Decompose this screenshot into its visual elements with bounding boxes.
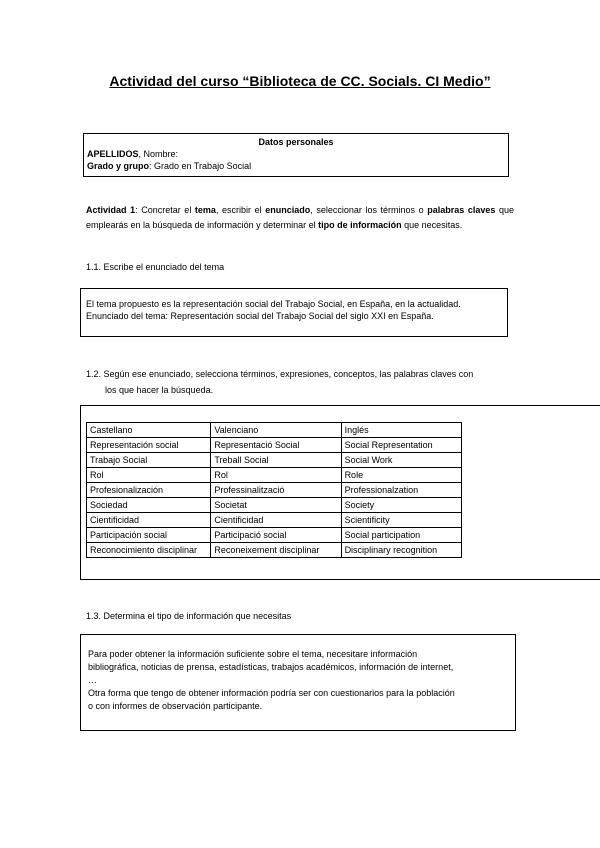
section-1-2-heading-line-1: 1.2. Según ese enunciado, selecciona términos, expresiones, conceptos, las palabras claves con [86,369,474,379]
statement-line-2: Enunciado del tema: Representación social del Trabajo Social del siglo XXI en España. [86,311,434,321]
table-cell: Rol [87,468,211,483]
table-cell: Sociedad [87,498,211,513]
table-cell: Role [341,468,461,483]
table-cell: Society [341,498,461,513]
surname-line [84,148,508,160]
table-cell: Profesionalización [87,483,211,498]
info-line-3: … [88,675,97,685]
table-cell: Cientificidad [87,513,211,528]
table-row [87,483,462,498]
activity-label: Actividad 1 [86,205,136,215]
table-cell: Professinalització [211,483,341,498]
table-row [87,513,462,528]
table-cell: Social Representation [341,438,461,453]
personal-data-box [83,133,509,177]
table-cell: Trabajo Social [87,453,211,468]
table-cell: Disciplinary recognition [341,543,461,558]
activity-paragraph [86,203,514,233]
info-line-1: Para poder obtener la información suficiente sobre el tema, necesitare información [88,649,418,659]
activity-text-5: que necesitas. [401,220,463,230]
table-cell: Representación social [87,438,211,453]
activity-text-1: : Concretar el [135,205,195,215]
keyword-tema: tema [194,205,216,215]
section-1-1-heading: 1.1. Escribe el enunciado del tema [86,262,225,272]
document-title: Actividad del curso “Biblioteca de CC. Socials. CI Medio” [109,73,491,89]
group-value: Grado en Trabajo Social [154,161,252,171]
table-cell: Participació social [211,528,341,543]
keyword-enunciado: enunciado [265,205,311,215]
table-cell: Rol [211,468,341,483]
table-cell: Reconocimiento disciplinar [87,543,211,558]
table-row [87,498,462,513]
surname-label: APELLIDOS [87,149,139,159]
personal-data-heading: Datos personales [258,137,334,147]
header-ingles: Inglés [341,423,461,438]
section-1-2-heading [86,366,473,398]
info-line-5: o con informes de observación participante. [88,701,263,711]
header-valenciano: Valenciano [211,423,341,438]
surname-separator: , Nombre: [138,149,179,159]
info-type-answer-box [80,634,516,731]
table-row [87,468,462,483]
activity-text-2: , escribir el [215,205,266,215]
statement-line-1: El tema propuesto es la representación social del Trabajo Social, en España, en la actualidad. [86,299,461,309]
keywords-table [86,422,462,558]
table-cell: Social Work [341,453,461,468]
table-row [87,543,462,558]
section-1-2-heading-line-2: los que hacer la búsqueda. [105,385,214,395]
statement-answer-box [80,288,508,337]
table-cell: Scientificity [341,513,461,528]
keyword-palabras-claves: palabras claves [427,205,496,215]
table-row [87,528,462,543]
activity-text-4: que emplearás en la búsqueda de información y determinar el [86,205,514,230]
header-castellano: Castellano [87,423,211,438]
table-row [87,438,462,453]
table-cell: Societat [211,498,341,513]
group-separator: : [149,161,155,171]
table-header-row [87,423,462,438]
group-label: Grado y grupo [87,161,150,171]
activity-text-3: , seleccionar los términos o [310,205,428,215]
table-cell: Representació Social [211,438,341,453]
section-1-3-heading: 1.3. Determina el tipo de información que necesitas [86,611,292,621]
table-cell: Professionalzation [341,483,461,498]
table-cell: Treball Social [211,453,341,468]
info-line-2: bibliográfica, noticias de prensa, estadísticas, trabajos académicos, información de internet, [88,662,454,672]
table-cell: Cientificidad [211,513,341,528]
table-row [87,453,462,468]
group-line [84,160,508,172]
table-cell: Social participation [341,528,461,543]
info-line-4: Otra forma que tengo de obtener información podría ser con cuestionarios para la población [88,688,455,698]
table-cell: Reconeixement disciplinar [211,543,341,558]
table-cell: Participación social [87,528,211,543]
keyword-tipo-informacion: tipo de información [318,220,402,230]
